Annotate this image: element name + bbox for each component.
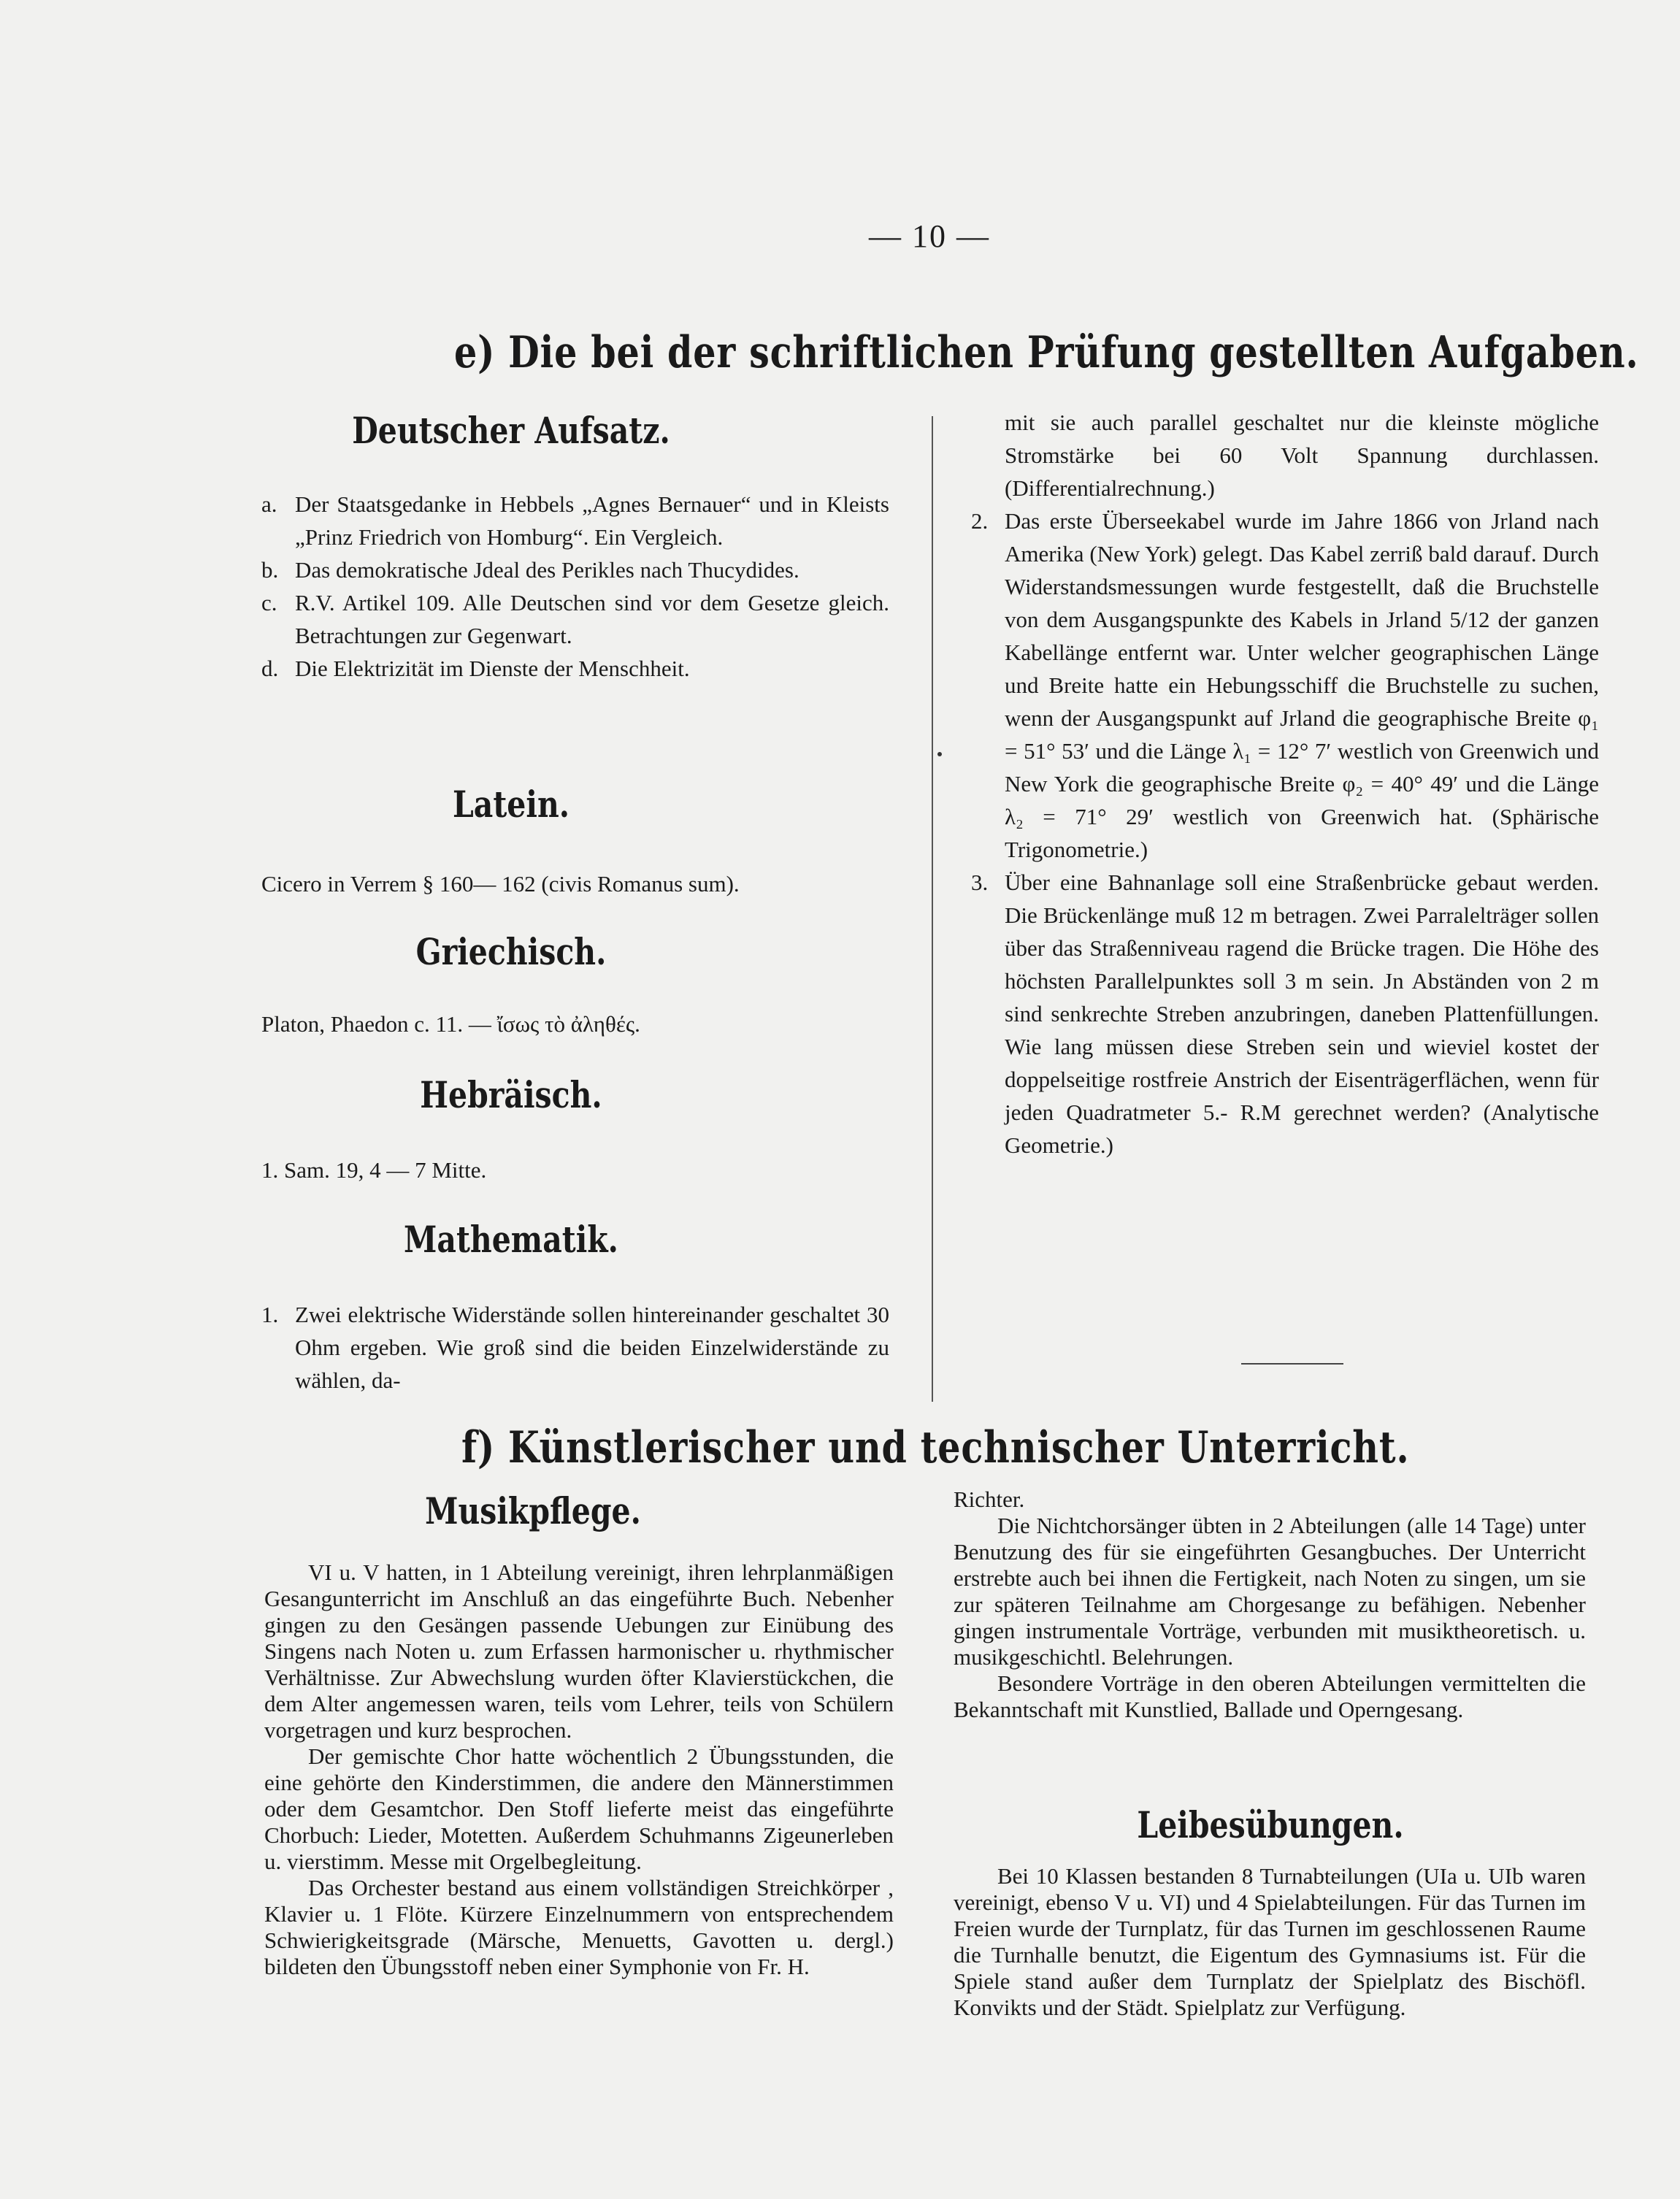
section-e-heading: e) Die bei der schriftlichen Prüfung gestellten Aufgaben. (454, 327, 1639, 378)
math-item-1-cont (971, 406, 1599, 504)
deutsch-items (261, 488, 889, 685)
griechisch-title: Griechisch. (415, 930, 607, 973)
item-text: mit sie auch parallel geschaltet nur die kleinste mögliche Stromstärke bei 60 Volt Spannung durchlassen. (Differentialrechnung.) (1005, 410, 1599, 501)
item-text: Der Staatsgedanke in Hebbels „Agnes Bernauer“ und in Kleists „Prinz Friedrich von Homburg“. Ein Vergleich. (295, 491, 889, 550)
musik-left-column (264, 1559, 894, 1980)
musik-paragraph-2: Der gemischte Chor hatte wöchentlich 2 Übungsstunden, die eine gehörte den Kinderstimmen, die andere den Männerstimmen oder dem Gesamtchor. Den Stoff lieferte meist das eingeführte Chorbuch: Lieder, Motetten. Außerdem Schuhmanns Zigeunerleben u. vierstimm. Messe mit Orgelbegleitung. (264, 1743, 894, 1874)
column-divider (932, 416, 933, 1402)
leibes-title: Leibesübungen. (1137, 1803, 1404, 1846)
leibes-column (954, 1863, 1586, 2021)
item-text: Die Elektrizität im Dienste der Menschheit. (295, 656, 690, 681)
section-f-heading: f) Künstlerischer und technischer Unterricht. (461, 1422, 1410, 1473)
item-label: b. (261, 557, 279, 583)
musik-right-paragraph-2: Besondere Vorträge in den oberen Abteilungen vermittelten die Bekanntschaft mit Kunstlied, Ballade und Operngesang. (954, 1670, 1586, 1722)
margin-dot (937, 752, 942, 756)
latein-title: Latein. (452, 783, 570, 826)
item-text: Zwei elektrische Widerstände sollen hintereinander geschaltet 30 Ohm ergeben. Wie groß sind die beiden Einzelwiderstände zu wählen, da- (295, 1302, 889, 1393)
musik-title: Musikpflege. (425, 1489, 641, 1532)
item-label: 1. (261, 1302, 279, 1327)
math-right-column (971, 406, 1599, 1162)
musik-paragraph-3: Das Orchester bestand aus einem vollständigen Streichkörper , Klavier u. 1 Flöte. Kürzere Einzelnummern von entsprechendem Schwierigkeitsgrade (Märsche, Menuetts, Gavotten u. dergl.) bildeten den Übungsstoff neben einer Symphonie von Fr. H. (264, 1875, 894, 1979)
math-item (261, 1298, 889, 1397)
math-item-1-left (261, 1298, 889, 1397)
deutsch-item-d (261, 652, 889, 685)
item-text: Über eine Bahnanlage soll eine Straßenbrücke gebaut werden. Die Brückenlänge muß 12 m betragen. Zwei Parralelträger sollen über das Straßenniveau ragend die Brücke tragen. Die Höhe des höchsten Parallelpunktes soll 3 m sein. Jn Abständen von 2 m sind senkrechte Streben anzubringen, daneben Plattenfüllungen. Wie lang müssen diese Streben sein und wieviel kostet der doppelseitige rostfreie Anstrich der Eisenträgerflächen, wenn für jeden Quadratmeter 5.- R.M gerechnet werden? (Analytische Geometrie.) (1005, 870, 1599, 1158)
leibes-paragraph: Bei 10 Klassen bestanden 8 Turnabteilungen (UIa u. UIb waren vereinigt, ebenso V u. VI) und 4 Spielabteilungen. Für das Turnen im Freien wurde der Turnplatz, für das Turnen im geschlossenen Raume die Turnhalle benutzt, die Eigentum des Gymnasiums ist. Für die Spiele stand außer dem Turnplatz der Spielplatz des Bischöfl. Konvikts und der Städt. Spielplatz zur Verfügung. (954, 1863, 1586, 2020)
musik-right-start: Richter. (954, 1486, 1025, 1512)
latein-text: Cicero in Verrem § 160— 162 (civis Romanus sum). (261, 871, 740, 897)
separator-rule (1241, 1363, 1343, 1365)
page-number: — 10 — (869, 218, 990, 254)
musik-paragraph-1: VI u. V hatten, in 1 Abteilung vereinigt, ihren lehrplanmäßigen Gesangunterricht im Anschluß an das eingeführte Buch. Nebenher gingen zu den Gesängen passende Uebungen zur Einübung des Singens nach Noten u. zum Erfassen harmonischer u. rhythmischer Verhältnisse. Zur Abwechslung wurden öfter Klavierstückchen, die dem Alter angemessen waren, teils vom Lehrer, teils von Schülern vorgetragen und kurz besprochen. (264, 1559, 894, 1743)
deutsch-item-c (261, 586, 889, 652)
griechisch-text: Platon, Phaedon c. 11. — ἴσως τὸ ἀληθές. (261, 1011, 640, 1037)
item-text: Das erste Überseekabel wurde im Jahre 1866 von Jrland nach Amerika (New York) gelegt. Das Kabel zerriß bald darauf. Durch Widerstandsmessungen wurde festgestellt, daß die Bruchstelle von dem Ausgangspunkte des Kabels in Jrland 5/12 der ganzen Kabellänge entfernt war. Unter welcher geographischen Länge und Breite hatte ein Hebungsschiff die Bruchstelle zu suchen, wenn der Ausgangspunkt auf Jrland die geographische Breite φ₁ = 51° 53′ und die Länge λ₁ = 12° 7′ westlich von Greenwich und New York die geographische Breite φ₂ = 40° 49′ und die Länge λ₂ = 71° 29′ westlich von Greenwich hat. (Sphärische Trigonometrie.) (1005, 508, 1599, 862)
item-label: d. (261, 656, 279, 681)
item-text: Das demokratische Jdeal des Perikles nach Thucydides. (295, 557, 799, 583)
musik-right-column (954, 1486, 1586, 1723)
item-label: 2. (971, 508, 989, 534)
mathematik-title: Mathematik. (404, 1218, 618, 1261)
deutsch-item-a (261, 488, 889, 553)
item-label: c. (261, 590, 277, 615)
hebraeisch-text: 1. Sam. 19, 4 — 7 Mitte. (261, 1157, 487, 1183)
hebraeisch-title: Hebräisch. (420, 1073, 602, 1116)
math-item-3 (971, 866, 1599, 1162)
deutsch-item-b (261, 553, 889, 586)
item-label: 3. (971, 870, 989, 895)
deutsch-title: Deutscher Aufsatz. (352, 409, 670, 452)
item-label: a. (261, 491, 277, 517)
item-text: R.V. Artikel 109. Alle Deutschen sind vor dem Gesetze gleich. Betrachtungen zur Gegenwart. (295, 590, 889, 648)
math-item-2 (971, 504, 1599, 866)
musik-right-paragraph-1: Die Nichtchorsänger übten in 2 Abteilungen (alle 14 Tage) unter Benutzung des für sie eingeführten Gesangbuches. Der Unterricht erstrebte auch bei ihnen die Fertigkeit, nach Noten zu singen, um sie zur späteren Teilnahme am Chorgesange zu befähigen. Nebenher gingen instrumentale Vorträge, verbunden mit musiktheoretisch. u. musikgeschichtl. Belehrungen. (954, 1513, 1586, 1670)
